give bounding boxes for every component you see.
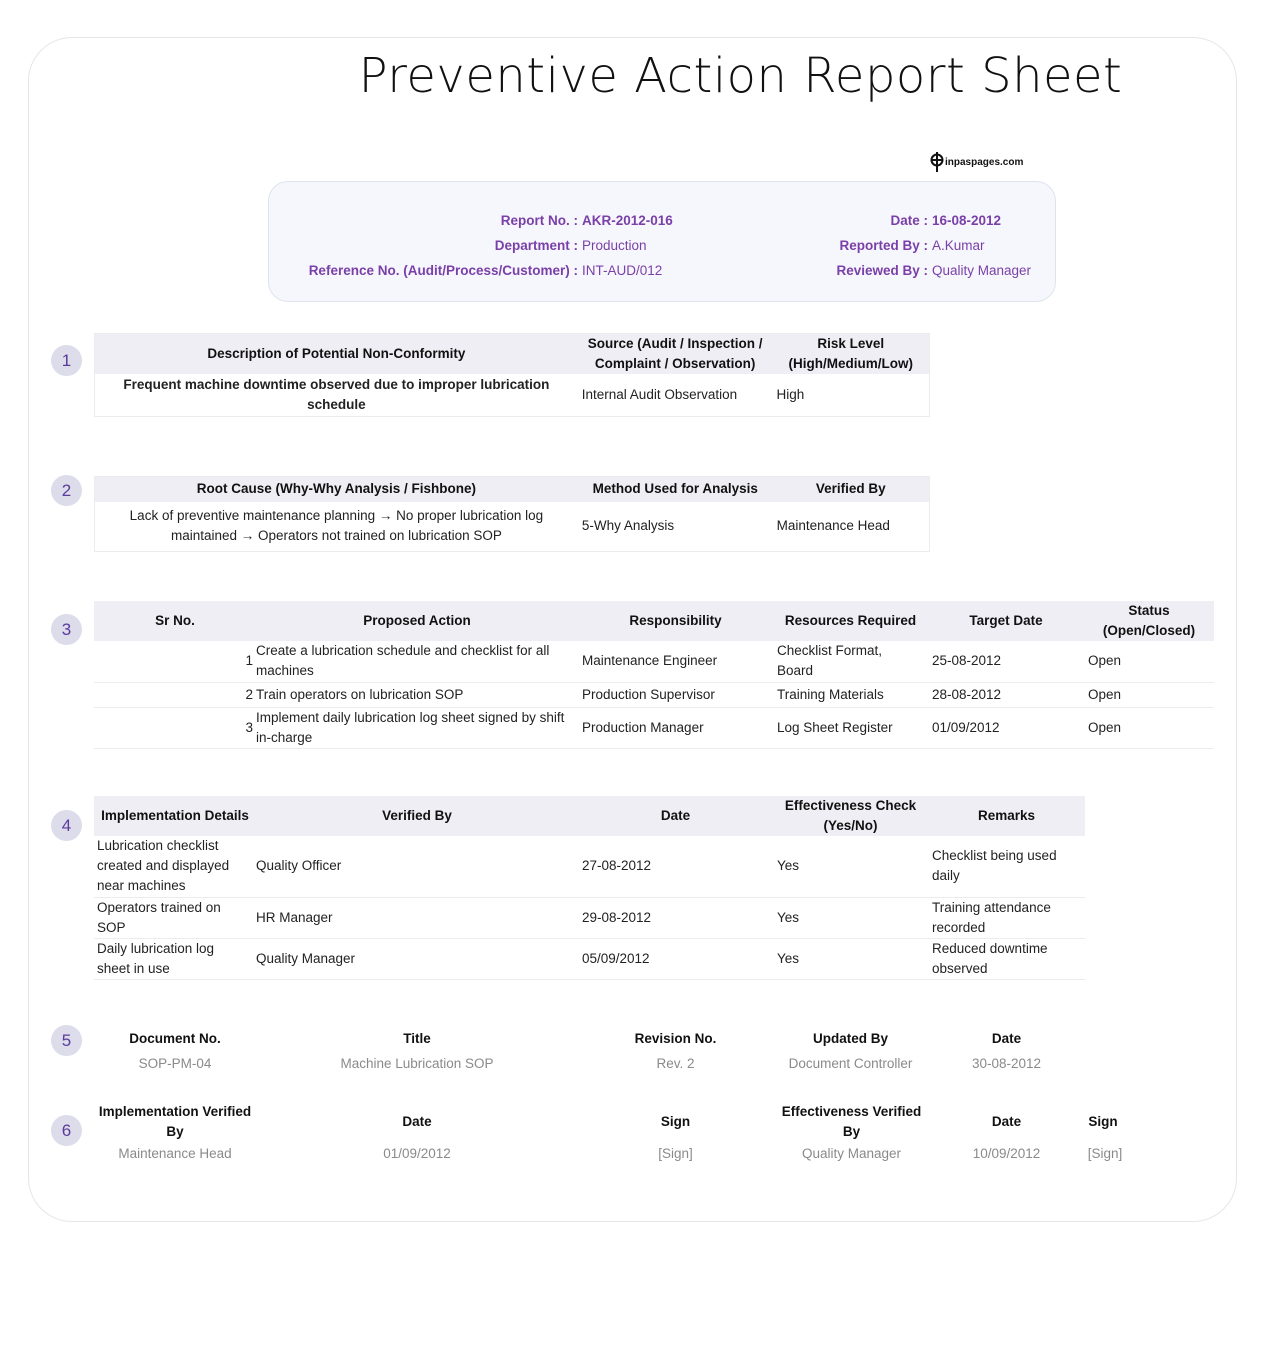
date-value: 10/09/2012 xyxy=(972,1146,1041,1161)
date-cell: 05/09/2012 xyxy=(578,938,773,979)
sign-header: Sign xyxy=(660,1114,691,1129)
column-header: Target Date xyxy=(928,601,1084,641)
table-row xyxy=(95,374,930,416)
reported-by-label: Reported By : xyxy=(839,238,928,253)
sign-value: [Sign] xyxy=(658,1146,693,1161)
reference-field xyxy=(268,262,662,280)
target-date-cell: 28-08-2012 xyxy=(928,682,1084,707)
reviewed-by-value: Quality Manager xyxy=(932,263,1032,278)
section-3-badge: 3 xyxy=(51,614,82,645)
report-no-label: Report No. : xyxy=(500,213,578,228)
section-5-badge: 5 xyxy=(51,1025,82,1056)
verified-by-cell: Quality Officer xyxy=(256,836,578,897)
column-header: Verified By xyxy=(256,796,578,836)
table-header-row xyxy=(95,334,930,375)
date-label: Date : xyxy=(890,213,928,228)
status-cell: Open xyxy=(1084,707,1214,748)
title-header: Title xyxy=(403,1031,431,1046)
action-cell: Implement daily lubrication log sheet signed by shift in-charge xyxy=(256,707,578,748)
date-field xyxy=(728,212,1001,230)
remarks-cell: Reduced downtime observed xyxy=(928,938,1085,979)
revision-no-value: Rev. 2 xyxy=(656,1056,695,1071)
proposed-actions-table xyxy=(94,601,1214,749)
resources-cell: Checklist Format, Board xyxy=(773,641,928,682)
sr-no-cell: 1 xyxy=(94,641,256,682)
column-header: Source (Audit / Inspection / Complaint / Observation) xyxy=(578,334,773,375)
brand-logo xyxy=(930,152,1023,172)
updated-by-value: Document Controller xyxy=(788,1056,913,1071)
effectiveness-cell: Yes xyxy=(773,836,928,897)
table-header-row xyxy=(94,601,1214,641)
column-header: Method Used for Analysis xyxy=(578,477,773,502)
column-header: Responsibility xyxy=(578,601,773,641)
column-header: Description of Potential Non-Conformity xyxy=(95,334,578,375)
column-header: Resources Required xyxy=(773,601,928,641)
section-1-badge: 1 xyxy=(51,345,82,376)
column-header: Verified By xyxy=(773,477,930,502)
action-cell: Create a lubrication schedule and checklist for all machines xyxy=(256,641,578,682)
document-no-header: Document No. xyxy=(129,1031,221,1046)
updated-by-header: Updated By xyxy=(812,1031,888,1046)
table-row xyxy=(94,641,1214,682)
title-value: Machine Lubrication SOP xyxy=(340,1056,494,1071)
section-6-badge: 6 xyxy=(51,1115,82,1146)
date-header: Date xyxy=(991,1114,1022,1129)
column-header: Root Cause (Why-Why Analysis / Fishbone) xyxy=(95,477,578,502)
reported-by-value: A.Kumar xyxy=(932,238,985,253)
target-date-cell: 25-08-2012 xyxy=(928,641,1084,682)
reviewed-by-field xyxy=(728,262,1031,280)
document-no-value: SOP-PM-04 xyxy=(138,1056,212,1071)
implementation-cell: Operators trained on SOP xyxy=(94,897,256,938)
table-header-row xyxy=(94,796,1085,836)
date-value: 30-08-2012 xyxy=(971,1056,1042,1071)
non-conformity-table xyxy=(94,333,930,417)
column-header: Implementation Details xyxy=(94,796,256,836)
reviewed-by-label: Reviewed By : xyxy=(836,263,928,278)
date-cell: 29-08-2012 xyxy=(578,897,773,938)
status-cell: Open xyxy=(1084,641,1214,682)
verified-by-cell: Quality Manager xyxy=(256,938,578,979)
remarks-cell: Training attendance recorded xyxy=(928,897,1085,938)
status-cell: Open xyxy=(1084,682,1214,707)
column-header: Risk Level (High/Medium/Low) xyxy=(773,334,930,375)
column-header: Remarks xyxy=(928,796,1085,836)
verified-by-cell: HR Manager xyxy=(256,897,578,938)
date-value: 01/09/2012 xyxy=(383,1146,451,1161)
table-row xyxy=(95,502,930,552)
sr-no-cell: 2 xyxy=(94,682,256,707)
table-row xyxy=(94,682,1214,707)
effectiveness-verified-by-value: Quality Manager xyxy=(801,1146,902,1161)
implementation-verified-by-value: Maintenance Head xyxy=(118,1146,232,1161)
brand-name: inpaspages.com xyxy=(945,156,1024,168)
report-no-value: AKR-2012-016 xyxy=(582,213,673,228)
table-row xyxy=(94,707,1214,748)
table-header-row xyxy=(95,477,930,502)
implementation-verified-by-header: Implementation Verified By xyxy=(98,1104,252,1139)
report-no-field xyxy=(268,212,673,230)
root-cause-cell: Lack of preventive maintenance planning → No proper lubrication log maintained → Operators not trained on lubrication SOP xyxy=(95,502,578,552)
method-cell: 5-Why Analysis xyxy=(578,502,773,552)
remarks-cell: Checklist being used daily xyxy=(928,836,1085,897)
section-2-badge: 2 xyxy=(51,475,82,506)
column-header: Effectiveness Check (Yes/No) xyxy=(773,796,928,836)
action-cell: Train operators on lubrication SOP xyxy=(256,682,578,707)
description-cell: Frequent machine downtime observed due to improper lubrication schedule xyxy=(95,374,578,416)
section-4-badge: 4 xyxy=(51,810,82,841)
page-title: Preventive Action Report Sheet xyxy=(358,48,1123,104)
date-cell: 27-08-2012 xyxy=(578,836,773,897)
reported-by-field xyxy=(728,237,985,255)
effectiveness-cell: Yes xyxy=(773,897,928,938)
source-cell: Internal Audit Observation xyxy=(578,374,773,416)
revision-no-header: Revision No. xyxy=(634,1031,717,1046)
reference-value: INT-AUD/012 xyxy=(582,263,663,278)
target-date-cell: 01/09/2012 xyxy=(928,707,1084,748)
responsibility-cell: Production Supervisor xyxy=(578,682,773,707)
risk-level-cell: High xyxy=(773,374,930,416)
effectiveness-cell: Yes xyxy=(773,938,928,979)
table-row xyxy=(94,836,1085,897)
date-header: Date xyxy=(991,1031,1022,1046)
effectiveness-verified-by-header: Effectiveness Verified By xyxy=(781,1104,922,1139)
date-value: 16-08-2012 xyxy=(932,213,1002,228)
resources-cell: Training Materials xyxy=(773,682,928,707)
implementation-table xyxy=(94,796,1085,980)
table-row xyxy=(94,938,1085,979)
sign-header: Sign xyxy=(1088,1114,1118,1129)
column-header: Date xyxy=(578,796,773,836)
responsibility-cell: Maintenance Engineer xyxy=(578,641,773,682)
column-header: Proposed Action xyxy=(256,601,578,641)
sr-no-cell: 3 xyxy=(94,707,256,748)
column-header: Sr No. xyxy=(94,601,256,641)
reference-label: Reference No. (Audit/Process/Customer) : xyxy=(308,263,578,278)
implementation-cell: Daily lubrication log sheet in use xyxy=(94,938,256,979)
department-label: Department : xyxy=(494,238,578,253)
department-field xyxy=(268,237,647,255)
sign-value: [Sign] xyxy=(1087,1146,1123,1161)
brand-target-icon xyxy=(930,152,944,172)
verified-by-cell: Maintenance Head xyxy=(773,502,930,552)
root-cause-table xyxy=(94,476,930,552)
implementation-cell: Lubrication checklist created and displayed near machines xyxy=(94,836,256,897)
column-header: Status (Open/Closed) xyxy=(1084,601,1214,641)
responsibility-cell: Production Manager xyxy=(578,707,773,748)
table-row xyxy=(94,897,1085,938)
resources-cell: Log Sheet Register xyxy=(773,707,928,748)
department-value: Production xyxy=(582,238,647,253)
date-header: Date xyxy=(402,1114,432,1129)
